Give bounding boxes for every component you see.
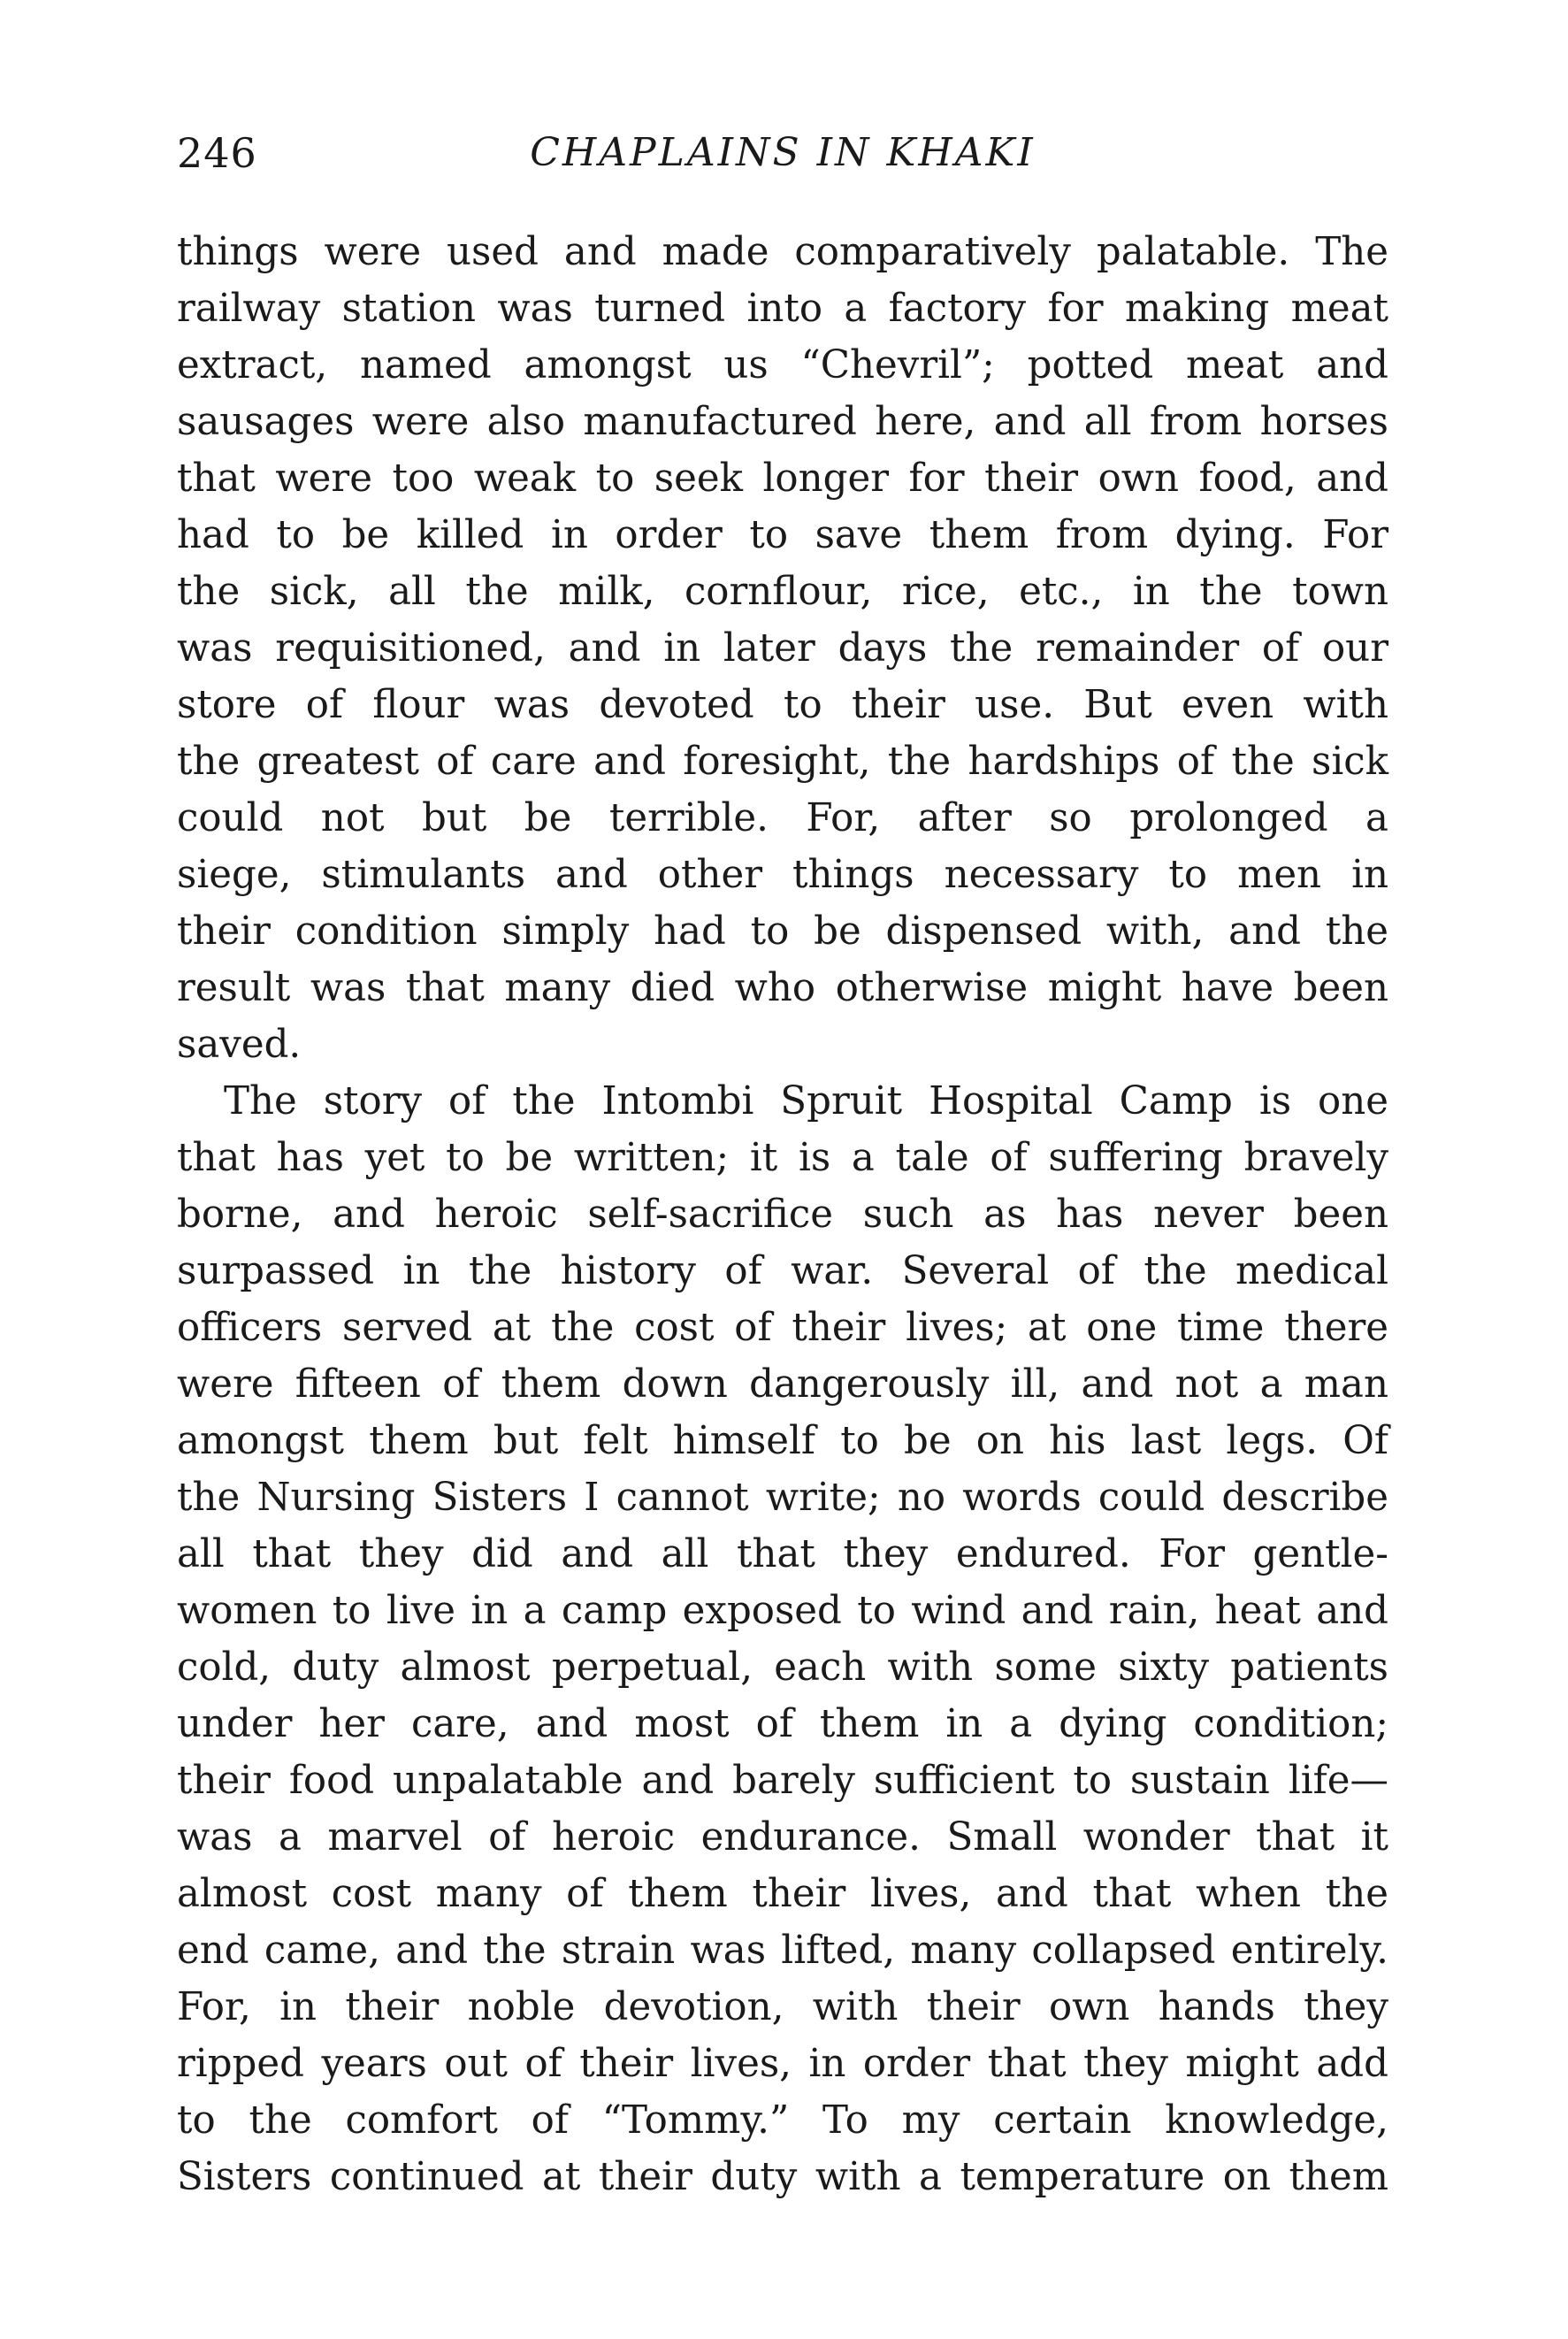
text-line-9: store of flour was devoted to their use. But even with — [177, 683, 1388, 727]
text-line-30: almost cost many of them their lives, and that when the — [177, 1872, 1388, 1916]
text-line-8: was requisitioned, and in later days the remainder of our — [177, 626, 1388, 671]
text-line-16: The story of the Intombi Spruit Hospital Camp is one — [224, 1079, 1388, 1123]
text-line-14: result was that many died who otherwise might have been — [177, 966, 1388, 1010]
body-text — [177, 224, 1388, 2205]
text-line-22: amongst them but felt himself to be on his last legs. Of — [177, 1419, 1388, 1463]
text-line-18: borne, and heroic self-sacrifice such as has never been — [177, 1193, 1388, 1237]
text-line-10: the greatest of care and foresight, the hardships of the sick — [177, 740, 1388, 784]
text-line-29: was a marvel of heroic endurance. Small wonder that it — [177, 1815, 1388, 1860]
text-line-4: sausages were also manufactured here, and all from horses — [177, 400, 1388, 444]
text-line-27: under her care, and most of them in a dying condition; — [177, 1702, 1388, 1746]
text-line-35: Sisters continued at their duty with a temperature on them — [177, 2155, 1388, 2199]
text-line-33: ripped years out of their lives, in order that they might add — [177, 2042, 1388, 2086]
text-line-2: railway station was turned into a factory for making meat — [177, 287, 1388, 331]
text-line-1: things were used and made comparatively palatable. The — [177, 230, 1388, 274]
text-line-6: had to be killed in order to save them from dying. For — [177, 513, 1388, 557]
text-line-19: surpassed in the history of war. Several of the medical — [177, 1249, 1388, 1293]
text-line-24: all that they did and all that they endured. For gentle- — [177, 1532, 1388, 1576]
page-number: 246 — [177, 129, 257, 177]
text-line-3: extract, named amongst us “Chevril”; potted meat and — [177, 343, 1388, 387]
text-line-25: women to live in a camp exposed to wind and rain, heat and — [177, 1589, 1388, 1633]
text-line-26: cold, duty almost perpetual, each with some sixty patients — [177, 1645, 1388, 1690]
text-line-15: saved. — [177, 1023, 302, 1067]
text-line-17: that has yet to be written; it is a tale of suffering bravely — [177, 1136, 1388, 1180]
text-line-23: the Nursing Sisters I cannot write; no words could describe — [177, 1476, 1388, 1520]
text-line-7: the sick, all the milk, cornflour, rice, etc., in the town — [177, 570, 1388, 614]
text-line-12: siege, stimulants and other things necessary to men in — [177, 853, 1388, 897]
text-line-5: that were too weak to seek longer for their own food, and — [177, 456, 1388, 501]
running-title: CHAPLAINS IN KHAKI — [530, 130, 1036, 175]
text-line-34: to the comfort of “Tommy.” To my certain knowledge, — [177, 2098, 1388, 2143]
text-line-28: their food unpalatable and barely sufficient to sustain life— — [177, 1759, 1388, 1803]
text-line-13: their condition simply had to be dispensed with, and the — [177, 909, 1388, 954]
text-line-11: could not but be terrible. For, after so prolonged a — [177, 796, 1388, 840]
text-line-20: officers served at the cost of their lives; at one time there — [177, 1306, 1388, 1350]
text-line-21: were fifteen of them down dangerously ill, and not a man — [177, 1362, 1388, 1407]
text-line-32: For, in their noble devotion, with their own hands they — [177, 1985, 1388, 2029]
running-head — [177, 127, 1388, 180]
text-line-31: end came, and the strain was lifted, many collapsed entirely. — [177, 1929, 1388, 1973]
